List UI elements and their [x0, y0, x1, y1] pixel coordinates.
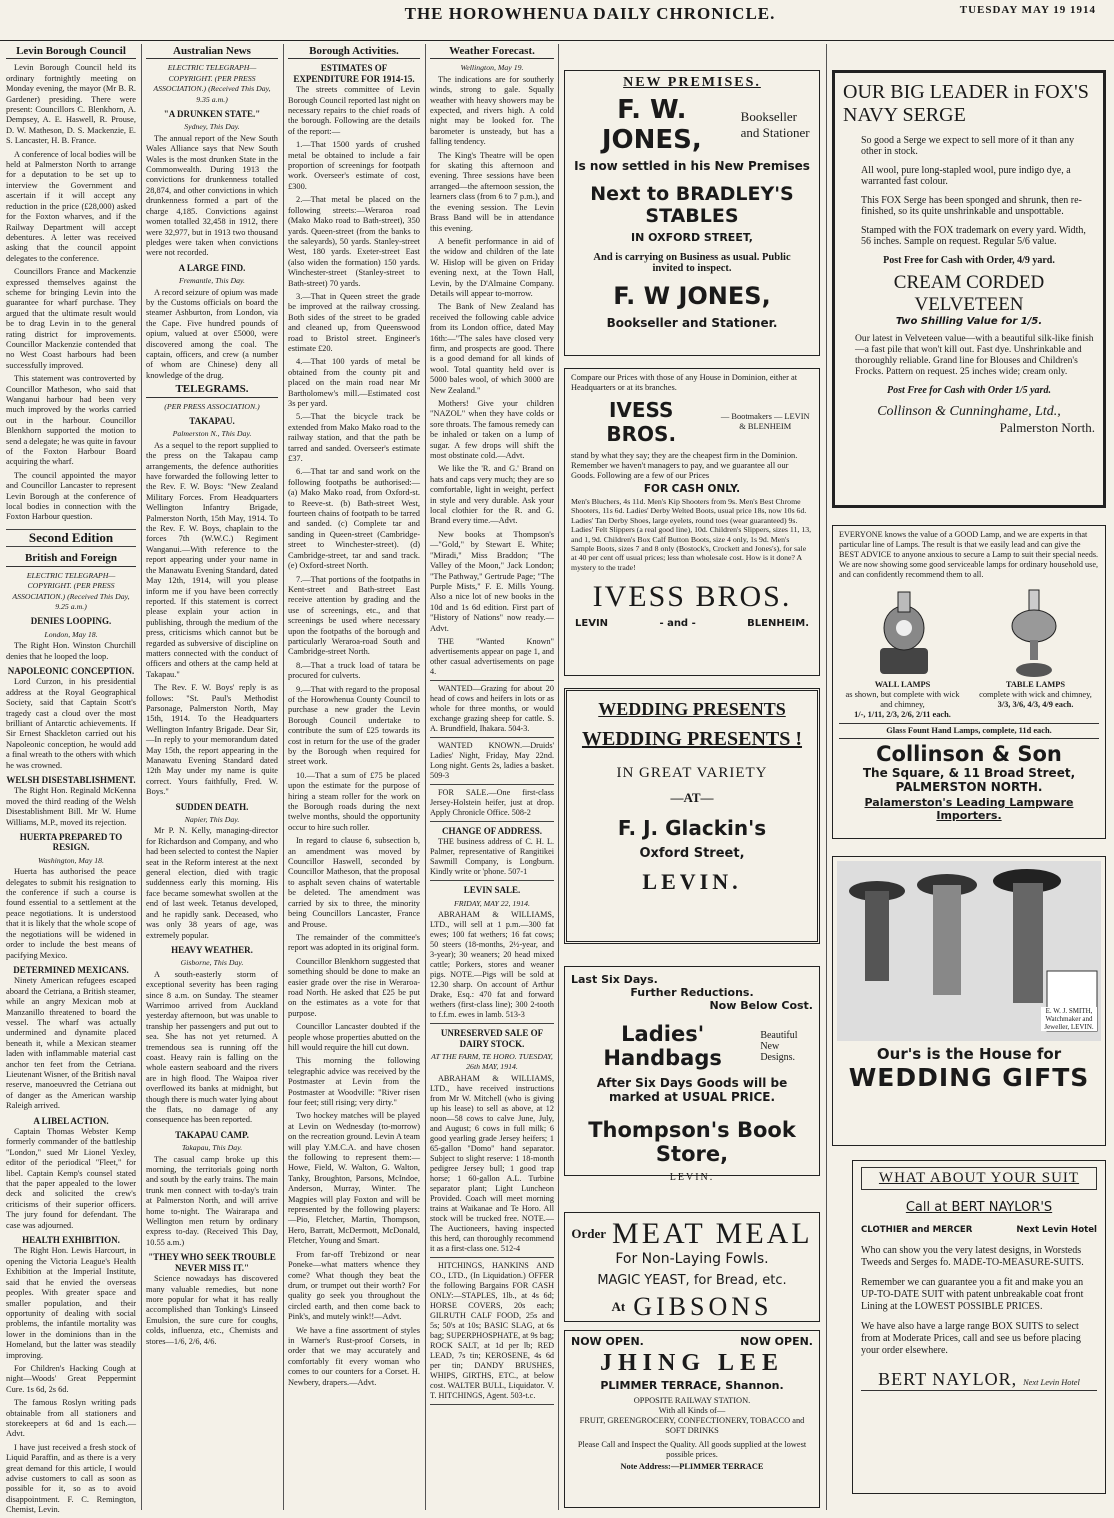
article-paragraph: The annual report of the New South Wales Alliance says that New South Wales is the most drunken State in the Commonwealth. During 1913 the convictions for drunkenness totalled 28,874, and other convictions in which drunkenness formed a part of the charge 4,185. Convictions against women totalled 32,458 in 1912, there were 32,977, but in 1913 two thousand pledges were taken when convictions were not recorded.: [146, 133, 278, 258]
ad-brand: BERT NAYLOR,: [878, 1369, 1018, 1389]
article-paragraph: 4.—That 100 yards of metal be obtained from the county pit and placed on the main road near Mr Bartholomew's mill.—Estimated cost 3s per yard.: [288, 357, 420, 408]
ad-location: Palmerston North.: [999, 420, 1095, 435]
ad-brand: Collinson & Son: [876, 742, 1062, 766]
ad-line: Post Free for Cash with Order, 4/9 yard.: [883, 255, 1055, 266]
ad-collinson-son-lamps: [832, 525, 1106, 839]
ad-collinson-cunninghame: [832, 70, 1106, 508]
dateline: Wellington, May 19.: [460, 63, 524, 73]
ad-line: stand by what they say; they are the cheapest firm in the Dominion. Remember we haven't managers to pay, and we guarantee all our Goods. Following are a few of our Prices: [571, 451, 798, 480]
headline: DETERMINED MEXICANS.: [13, 964, 129, 975]
ad-line: Two Shilling Value for 1/5.: [895, 316, 1043, 327]
ad-brand: F. J. Glackin's: [617, 816, 767, 840]
headline: SUDDEN DEATH.: [175, 801, 249, 812]
ad-line: IN GREAT VARIETY: [616, 765, 768, 781]
ad-line: At: [611, 1299, 626, 1314]
headline: "A DRUNKEN STATE.": [163, 109, 261, 120]
classified-ad: ABRAHAM & WILLIAMS, LTD., will sell at 1 p.m.—300 fat ewes; 100 fat wethers; 16 fat cows; 50 steers (18-months, 2½-year, and 3-year); 30 weaners; 20 head mixed cattle; Porkers, stores and weaner pigs. NOTE.—Pigs will be sold at 12.30 sharp. On account of Arthur Drake, Esq.: 470 fat and forward wethers (first-class line); 300 2-tooth to f.f.m. ewes in lamb. 513-3: [430, 910, 554, 1024]
advertisement-text: Mothers! Give your children "NAZOL" when they have colds or sore throats. The famous remedy can be inhaled or taken on a lump of sugar. A few drops will shift the most obstinate cold.—Advt.: [430, 399, 554, 461]
ad-subtitle: — Bootmakers — LEVIN & BLENHEIM: [720, 412, 810, 431]
advertisement-text: Science nowadays has discovered many valuable remedies, but none more popular for what it has really accomplished than Tonking's Linseed Emulsion, the sure cure for coughs, colds, influenza, etc., Chemists and stores—1/6, 2/6, 4/6.: [146, 1274, 278, 1346]
ad-line: Next Levin Hotel: [1016, 1225, 1097, 1235]
dateline: AT THE FARM, TE HORO. TUESDAY, 26th MAY, 1914.: [431, 1051, 553, 1072]
notice-text: THE "Wanted Known" advertisements appear on page 1, and other casual advertisements on page 4.: [430, 637, 554, 681]
classified-ad: HITCHINGS, HANKINS AND CO., LTD., (In Liquidation.) OFFER the following Bargains FOR CASH ONLY:—STAPLES, 1lb., at 4s 6d; HORSE COVERS, 20s each; GILRUTH CALF FOOD, 25s and 5s; 50's at 10s; BASIC SLAG, at 6s bag; SUPERPHOSPHATE, at 9s bag; ROCK SALT, at 1d per lb; RED LEAD, 7s tin; KEROSENE, 4s 6d per tin; DANDY BRUSHES, WHIPS, GIRTHS, ETC., at below cost. WALTER BULL, Liquidator. V. T. HITCHINGS, Agent. 503-t.c.: [430, 1261, 554, 1405]
ad-heading: WEDDING PRESENTS: [598, 699, 786, 719]
ad-ewj-smith-wedding-gifts: [832, 856, 1106, 1146]
ad-location: PALMERSTON NORTH.: [895, 780, 1043, 794]
article-paragraph: Mr P. N. Kelly, managing-director for Richardson and Company, and who had been selected to contest the Napier seat in the Reform interest at the next general election, died with tragic suddenness early this morning. His face became somewhat swollen at the end of last week. Tetanus developed, and he rapidly sank. Deceased, who was only 38 years of age, was extremely popular.: [146, 826, 278, 940]
article-paragraph: This morning the following telegraphic advice was received by the Postmaster at Levin from the Postmaster at Woodville: "River risen four feet; still rising; very dirty.": [288, 1056, 420, 1107]
article-paragraph: The Right Hon. Winston Churchill denies that he looped the loop.: [6, 641, 136, 661]
ad-heading: WEDDING PRESENTS !: [581, 728, 803, 750]
ad-line: Stamped with the FOX trademark on every yard. Width, 56 inches. Sample on request. Regular 5/6 value.: [861, 225, 1086, 247]
ad-line: For Non-Laying Fowls.: [615, 1251, 769, 1267]
article-paragraph: Ninety American refugees escaped aboard the Cetriana, a British steamer, while an angry Mexican mob at Manzanillo threatened to board the vessel. The wharf was actually undermined and dynamite placed beneath it, while a Mexican steamer laden with inflammable material cast anchor ten feet from the Cetriana. Lieutenant Wisner, of the British naval reserve, manoeuvred the Cetriana out of danger as the American warship Raleigh arrived.: [6, 976, 136, 1111]
article-paragraph: The Right Hon. Reginald McKenna moved the third reading of the Welsh Disestablishment Bill. Mr W. Hume Williams, M.P., moved its rejection.: [6, 786, 136, 827]
article-paragraph: 2.—That metal be placed on the following streets:—Weraroa road (Mako Mako road to Bath-street), 350 yards. Queen-street (from the banks to the saleyards), 50 yards. Stanley-street West, 180 yards. Exeter-street East (also widen the formation) 150 yards. Winchester-street (Stanley-street to Bath-street) 70 yards.: [288, 195, 420, 288]
wire-credit: (PER PRESS ASSOCIATION.): [164, 401, 260, 411]
headline: TAKAPAU CAMP.: [175, 1129, 249, 1140]
dateline: Sydney, This Day.: [184, 122, 240, 132]
article-paragraph: 6.—That tar and sand work on the following footpaths be authorised:—(a) Mako Mako road, from Oxford-st. to Reeve-st. (b) Bath-street West, fourteen chains of footpath to be tarred and sanded. (c) Complete tar and sanding in Queen-street (Cambridge-street to Winchester-street). (d) Cambridge-street, tar and sand track. (e) Oxford-street North.: [288, 467, 420, 571]
headline: A LIBEL ACTION.: [33, 1115, 109, 1126]
ad-thompsons-book-store: [564, 966, 820, 1183]
ad-brand: JHING LEE: [599, 1350, 785, 1376]
wall-lamp-illustration: [874, 588, 934, 680]
ad-line: as shown, but complete with wick and chimney,: [845, 690, 960, 709]
headline: LEVIN SALE.: [463, 885, 521, 896]
ad-location: Next Levin Hotel: [1023, 1378, 1080, 1387]
ad-line: So good a Serge we expect to sell more of it than any other in stock.: [861, 135, 1075, 157]
ad-line: After Six Days Goods will be marked at USUAL PRICE.: [596, 1076, 788, 1104]
ad-line: Further Reductions.: [630, 986, 754, 999]
column-borough-activities: [288, 44, 420, 1510]
article-paragraph: 10.—That a sum of £75 be placed upon the estimate for the purpose of hiring a steam roller for the work on the Borough roads during the next twelve months, should the opportunity occur to hire such roller.: [288, 770, 420, 832]
article-paragraph: A conference of local bodies will be held at Palmerston North to arrange for a deputation to be set up to interview the Government and ascertain if it will accept any reduction in the price (£28,000) asked for the Foxton wharves, and if the Railway Department will accept debentures. A letter was received asking that the council appoint delegates to the conference.: [6, 149, 136, 263]
ad-line: EVERYONE knows the value of a GOOD Lamp, and we are experts in that particular line of Lamps. The result is that we easily lead and can give the BEST ADVICE to anyone anxious to secure a Lamp to suit their special needs. We are now showing some good serviceable lamps for ordinary household use, and can confidently recommend them to all.: [839, 530, 1099, 579]
ad-heading: WHAT ABOUT YOUR SUIT: [861, 1167, 1097, 1190]
article-paragraph: A benefit performance in aid of the widow and children of the late W. Hislop will be given on Friday evening next, at the Town Hall, Levin, by the D'Almaine Company. Details will appear to-morrow.: [430, 236, 554, 298]
ad-line: OPPOSITE RAILWAY STATION.: [633, 1396, 751, 1405]
section-heading: TELEGRAMS.: [146, 384, 278, 397]
article-paragraph: This statement was controverted by Councillor Matheson, who said that Wanganui harbour had been very much improved by the works carried out in the harbour. Councillor Blenkhorn supported the motion to send a delegate; he was quite in favour of the Foxton Harbour Board acquiring the wharf.: [6, 374, 136, 467]
ad-line: We have also have a large range BOX SUITS to select from at Moderate Prices, call and see us before placing your order elsewhere.: [861, 1321, 1081, 1356]
article-paragraph: The Right Hon. Lewis Harcourt, in opening the Victoria League's Health Exhibition at the Imperial Institute, said that he envied the overseas peoples. With greater space and smaller population, and their opportunity of dealing with social problems, the infantile mortality was lower in the dominions than in the Homeland, but the latter was steadily improving.: [6, 1246, 136, 1360]
ad-line: Our's is the House for: [876, 1045, 1062, 1063]
article-paragraph: The streets committee of Levin Borough Council reported last night on necessary repairs to the chief roads of the borough. Following are the details of the report:—: [288, 85, 420, 136]
ad-heading: NEW PREMISES.: [623, 75, 761, 90]
ad-fw-jones: [564, 70, 820, 356]
headline: HEALTH EXHIBITION.: [22, 1235, 120, 1246]
column-divider: [141, 44, 142, 1510]
advertisement-text: I have just received a fresh stock of Liquid Paraffin, and as there is a very great demand for this article, I would advise customers to call as soon as possible for it, so as to avoid disappointment. F. C. Remington, Chemist, Levin.: [6, 1442, 136, 1515]
dateline: Napier, This Day.: [184, 815, 240, 825]
ad-line: Is now settled in his New Premises: [574, 159, 810, 173]
dateline: FRIDAY, MAY 22, 1914.: [454, 898, 530, 908]
ad-line: Palamerston's Leading Lampware Importers.: [864, 796, 1074, 822]
advertisement-text: From far-off Trebizond or near Poneke—what matters whence they come? What though they beat the drum, or trumpet out their worth? For quality go seek you throughout the circled earth, and then come back to Pink's, and mutely wink!!—Advt.: [288, 1249, 420, 1322]
headline: WELSH DISESTABLISHMENT.: [6, 775, 136, 785]
dateline: Gisborne, This Day.: [180, 958, 244, 968]
headline: HUERTA PREPARED TO RESIGN.: [19, 832, 123, 853]
ad-line: Next to BRADLEY'S STABLES: [590, 183, 794, 227]
article-paragraph: A record seizure of opium was made by the Customs officials on board the steamer Ashburton, from London, via the Cape. Five hundred pounds of opium, valued at over £5000, were discovered among the coal. The captain, officers, and crew (a number of whom are Chinese) deny all knowledge of the drug.: [146, 287, 278, 380]
issue-date: TUESDAY MAY 19 1914: [959, 4, 1096, 16]
column-borough-council: [6, 44, 136, 1515]
headline: "THEY WHO SEEK TROUBLE NEVER MISS IT.": [148, 1252, 276, 1273]
ad-location: - and -: [659, 618, 696, 630]
ad-subtitle: Bookseller and Stationer: [740, 109, 810, 140]
ad-line: Post Free for Cash with Order 1/5 yard.: [887, 385, 1051, 396]
ad-line: Now Below Cost.: [709, 999, 813, 1012]
section-heading: Levin Borough Council: [6, 46, 136, 59]
article-paragraph: Captain Thomas Webster Kemp formerly commander of the battleship "London," sued Mr Lionel Yexley, editor of the periodical "Fleet," for libel. Captain Kemp's counsel stated that the paper appealed to the lower deck and solicited the crew's criticisms of their superior officers. The jury found for defendant. The case was adjourned.: [6, 1127, 136, 1230]
ad-line: NOW OPEN.: [571, 1335, 644, 1348]
article-paragraph: 5.—That the bicycle track be extended from Mako Mako road to the railway station, and that the path be tarred and sanded. Overseer's estimate £37.: [288, 412, 420, 464]
column-divider: [558, 44, 559, 1510]
dateline: London, May 18.: [44, 629, 98, 639]
ad-line: Note Address:—PLIMMER TERRACE: [620, 1462, 764, 1471]
ad-line: Glass Fount Hand Lamps, complete, 11d each.: [839, 723, 1099, 739]
section-heading: Australian News: [146, 46, 278, 59]
ad-gibsons-meat-meal: [564, 1212, 820, 1322]
article-paragraph: 7.—That portions of the footpaths in Kent-street and Bath-street East receive attention by grading and the use of screenings, etc., and that screenings be used where necessary upon the footpaths of the borough and particularly Weraroa-road South and Cambridge-street North.: [288, 574, 420, 657]
article-paragraph: Councillors France and Mackenzie expressed themselves against the scheme for bringing Levin into the guarantee for wharf purchase. They argued that the ultimate result would be to drag Levin in to the general rating district for improvements. Councillor Mackenzie contended that no West Coast harbours had been successfully improved.: [6, 267, 136, 370]
classified-ad: WANTED—Grazing for about 20 head of cows and heifers in lots or as whole for three months, or would exchange grazing sheep for cattle. S. A. Brundfield, Ihakara. 504-3.: [430, 684, 554, 738]
dateline: Washington, May 18.: [38, 855, 104, 865]
classified-ad: WANTED KNOWN.—Druids' Ladies' Night, Friday, May 22nd. Long night. Gents 2s, ladies a basket. 509-3: [430, 741, 554, 785]
ad-line: With all Kinds of—: [658, 1406, 726, 1415]
ad-line: PLIMMER TERRACE, Shannon.: [600, 1379, 784, 1392]
article-paragraph: The Bank of New Zealand has received the following cable advice from its London office, dated May 16th:—"The sales have closed very firm, and prospects are good. There is a good demand for all kinds of wool. Total quantity held over is 5000 bales wool, of which 3000 are New Zealand.": [430, 302, 554, 395]
ad-location: LEVIN.: [642, 869, 742, 894]
article-paragraph: The casual camp broke up this morning, the territorials going north and south by the early trains. The main trunk men connect with to-day's train at Palmerston North, and will arrive home to-night. The Wairarapa and Wellington men return by ordinary express to-day. (Received This Day, 10.55 a.m.): [146, 1154, 278, 1247]
ad-line: CLOTHIER and MERCER: [861, 1225, 973, 1235]
ad-line: FRUIT, GREENGROCERY, CONFECTIONERY, TOBACCO and SOFT DRINKS: [579, 1416, 805, 1435]
advertisement-text: For Children's Hacking Cough at night—Woods' Great Peppermint Cure. 1s 6d, 2s 6d.: [6, 1363, 136, 1394]
ad-line: Bookseller and Stationer.: [606, 316, 778, 330]
section-heading: Borough Activities.: [288, 46, 420, 59]
dateline: Palmerston N., This Day.: [172, 429, 252, 439]
classified-ad: FOR SALE.—One first-class Jersey-Holstein heifer, just at drop. Apply Chronicle Office. 508-2: [430, 788, 554, 822]
article-paragraph: 1.—That 1500 yards of crushed metal be obtained to include a fair proportion of screenings for footpath work. Overseer's estimate of cost, £300.: [288, 140, 420, 191]
column-divider: [826, 44, 827, 1510]
newspaper-title: THE HOROWHENUA DAILY CHRONICLE.: [404, 4, 776, 23]
ad-line: E. W. J. SMITH, Watchmaker and Jeweller, LEVIN.: [1041, 1007, 1097, 1031]
headline: ESTIMATES OF EXPENDITURE FOR 1914-15.: [293, 63, 415, 84]
ad-line: And is carrying on Business as usual. Public invited to inspect.: [593, 252, 791, 274]
table-lamp-illustration: [1004, 588, 1064, 680]
ad-line: 3/3, 3/6, 4/3, 4/9 each.: [997, 700, 1074, 709]
headline: CHANGE OF ADDRESS.: [442, 825, 542, 836]
dateline: Fremantle, This Day.: [179, 276, 245, 286]
column-australian-news: [146, 44, 278, 1510]
ad-jhing-lee: [564, 1330, 820, 1508]
article-paragraph: The indications are for southerly winds, strong to gale. Squally weather with heavy showers may be expected, and rivers high. A cold night may be looked for. The barometer is unsteady, but has a falling tendency.: [430, 74, 554, 147]
ad-brand: F. W JONES,: [613, 282, 771, 310]
ad-line: —AT—: [670, 790, 714, 805]
ad-location: BLENHEIM.: [747, 618, 809, 630]
ad-location: LEVIN: [575, 618, 609, 630]
ad-line: 1/-, 1/11, 2/3, 2/6, 2/11 each.: [854, 710, 951, 719]
ad-brand: Collinson & Cunninghame, Ltd.,: [877, 404, 1061, 419]
second-edition-banner: Second Edition: [6, 529, 136, 547]
ad-line: IN OXFORD STREET,: [631, 231, 753, 244]
column-weather-and-classifieds: [430, 44, 554, 1510]
ad-line: Last Six Days.: [571, 973, 658, 986]
classified-ad: ABRAHAM & WILLIAMS, LTD., have received instructions from Mr W. Mitchell (who is giving up his lease) to sell as above, at 12 noon—58 cows to calve June, July, and August; 6 cows in full milk; 6 good yearling grade Jersey heifers; 1 65-gallon "Domo" hand separator. Subject to slight reserve: 1 18-month pedigree Jersey bull; 1 good trap horse; 1 60-gallon A.L. Turbine separator plant; Light Luncheon Provided. Coach will meet morning trains at Waikanae and Te Horo. All stock will be trucked free. NOTE.—The Auctioneers, having inspected this herd, can thoroughly recommend it as a first-class one. 512-4: [430, 1074, 554, 1258]
dateline: Takapau, This Day.: [181, 1143, 243, 1153]
article-paragraph: A south-easterly storm of exceptional severity has been raging since 8 a.m. on Sunday. The steamer Warrimoo arrived from Auckland yesterday afternoon, but was unable to tranship her passengers and put out to sea. She has not yet returned. A tremendous sea is running off the coast. Heavy rain is falling on the whole eastern seaboard and the rivers are in high flood. The Waipoa river overflowed its banks at midnight, but though there is much water lying about the flats, no damage of any consequence has been reported.: [146, 969, 278, 1125]
article-paragraph: Lord Curzon, in his presidential address at the Royal Geographical Society, said that Captain Scott's tragedy cast a cloud over the most brilliant of Antarctic achievements. If Sir Ernest Shackleton carried out his Napoleonic conception, he would add a final wreath to the others with which he was crowned.: [6, 677, 136, 770]
section-heading: Weather Forecast.: [430, 46, 554, 59]
article-paragraph: 3.—That in Queen street the grade be improved at the railway crossing. Both sides of the street to be graded and cleaned up, from Queenswood road to Bristol street. Engineer's estimate £20.: [288, 291, 420, 353]
ad-line: TABLE LAMPS: [1005, 680, 1066, 689]
ad-heading: Call at BERT NAYLOR'S: [905, 1200, 1053, 1215]
ad-brand: GIBSONS: [633, 1292, 773, 1321]
ad-line: MAGIC YEAST, for Bread, etc.: [597, 1273, 787, 1288]
ad-line: Who can show you the very latest designs, in Worsteds Tweeds and Serges fo. MADE-TO-MEASURE-SUITS.: [861, 1245, 1084, 1268]
ad-line: Please Call and Inspect the Quality. All goods supplied at the lowest possible prices.: [577, 1440, 807, 1459]
wire-credit: ELECTRIC TELEGRAPH—COPYRIGHT. (PER PRESS ASSOCIATION.) (Received This Day, 9.25 a.m.): [12, 570, 130, 611]
column-divider: [425, 44, 426, 1510]
advertisement-text: We have a fine assortment of styles in Warner's Rust-proof Corsets, in order that we may accurately and comfortably fit every woman who comes to our counters for a Corset. H. Newbery, drapers.—Advt.: [288, 1325, 420, 1387]
ad-brand: Ladies' Handbags: [603, 1022, 722, 1070]
ad-line: NOW OPEN.: [740, 1335, 813, 1348]
headline: TAKAPAU.: [189, 416, 235, 426]
headline: A LARGE FIND.: [178, 262, 246, 273]
article-paragraph: In regard to clause 6, subsection b, an amendment was moved by Councillor Haswell, seconded by Councillor Matheson, that the proposal to asphalt seven chains of watertable be deleted. The amendment was carried by six to three, the minority being Councillors Lancaster, France and Prouse.: [288, 836, 420, 929]
masthead: [0, 0, 1114, 41]
article-paragraph: 8.—That a truck load of tatara be procured for culverts.: [288, 660, 420, 681]
article-paragraph: The King's Theatre will be open for skating this afternoon and evening. Three sessions have been arranged—the afternoon session, the learners class (from 6 to 7 p.m.), and the evening session. The Levin Brass Band will be in attendance this evening.: [430, 150, 554, 233]
article-paragraph: Levin Borough Council held its ordinary fortnightly meeting on Monday evening, the mayor (Mr B. R. Gardener) presiding. There were present: Councillors C. Blenkhorn, A. Dempsey, A. E. Haswell, R. Prouse, D. W. Matheson, D. S. Mackenzie, E. S. Lancaster, H. B. France.: [6, 63, 136, 146]
ad-brand: IVESS BROS.: [592, 580, 792, 614]
ad-ivess-bros: [564, 368, 820, 676]
article-paragraph: Huerta has authorised the peace delegates to submit his resignation to the conference if such a course is found essential to a settlement at the peace negotiations. It is understood that it is likely that the whole scope of the negotiations will be widened in order to include the best means of pacifying Mexico.: [6, 867, 136, 960]
ad-line: Compare our Prices with those of any House in Dominion, either at Headquarters or at its branches.: [571, 373, 798, 392]
ad-line: Oxford Street,: [639, 846, 745, 861]
ad-line: FOR CASH ONLY.: [643, 483, 741, 495]
headline: HEAVY WEATHER.: [171, 944, 253, 955]
ad-line: This FOX Serge has been sponged and shrunk, then re-finished, so its quite unshrinkable and unspottable.: [861, 195, 1082, 217]
advertisement-text: New books at Thompson's—"Gold," by Stewart E. White; "Miradi," Miss Braddon; "The Valley of the Moon," Jack London; "The Pathway," Gertrude Page; "The Purple Mists," F. E. Mills Young. Also a nice lot of new books in the 10d and 1s 6d edition. First part of "History of Nations" now ready.—Advt.: [430, 529, 554, 633]
article-paragraph: As a sequel to the report supplied to the press on the Takapau camp arrangements, the defence authorities have forwarded the following letter to the Rev. F. W. Boys: "New Zealand Military Forces. From Headquarters Wellington Infantry Brigade, Palmerston North, 15th May, 1914. To the Rev. F. W. Boys, chaplain to the forces 7th (W.W.C.) Regiment Wanganui.—With reference to the report appearing under your name in the Manawatu Evening Standard, dated May 12th, 1914, will you please inform me if you have been correctly reported. If this statement is correct please explain your action in publishing, through the medium of the press, criticisms which cannot but be regarded as subversive of discipline on matters connected with the conduct of officers and others at the camp held at Takapau.": [146, 440, 278, 679]
advertisement-text: We like the 'R. and G.' Brand on hats and caps very much; they are so comfortable, light in weight, perfect in style and very durable. Ask your local clothier for the R. and G. Brand every time.—Advt.: [430, 464, 554, 526]
ad-brand: MEAT MEAL: [612, 1217, 813, 1250]
ad-brand: Thompson's Book Store,: [588, 1118, 796, 1166]
advertisement-text: The famous Roslyn writing pads obtainable from all stationers and storekeepers at 6d and 1s each.—Advt.: [6, 1398, 136, 1439]
ad-heading: OUR BIG LEADER in FOX'S NAVY SERGE: [843, 81, 1089, 126]
classified-ad: THE business address of C. H. L. Palmer, representative of Rangitikei Sawmill Company, is Longburn. Kindly write or 'phone. 507-1: [430, 837, 554, 881]
ad-brand: IVESS BROS.: [606, 398, 677, 446]
column-divider: [283, 44, 284, 1510]
ad-bert-naylor: [852, 1160, 1106, 1494]
ad-heading: CREAM CORDED VELVETEEN: [893, 272, 1045, 315]
wire-credit: ELECTRIC TELEGRAPH—COPYRIGHT. (PER PRESS ASSOCIATION.) (Received This Day, 9.35 a.m.): [153, 63, 271, 104]
article-paragraph: 9.—That with regard to the proposal of the Horowhenua County Council to purchase a new grader the Levin Borough Council undertake to contribute the sum of £25 towards its cost in return for the use of the grader by the Borough when required for street work.: [288, 684, 420, 767]
ad-line: WALL LAMPS: [874, 680, 931, 689]
ad-line: Order: [571, 1226, 607, 1241]
ad-brand: WEDDING GIFTS: [848, 1063, 1090, 1092]
ad-price-list: Men's Bluchers, 4s 11d. Men's Kip Shooters from 9s. Men's Best Chrome Shooters, 11s 6d. Ladies' Derby Welted Boots, usual price 18s, now 10s 6d. Ladies' Tan Derby Shoes, large eyelets, round toes (wear guaranteed) 9s. Ladies' Felt Slippers (a real good line), 10d. Children's Slippers, sizes 11, 13, and 1, 9d. Children's Box Calf Button Boots, size 4 only, 1s 9d. Men's Sample Boots, sizes 7 and 8 only (Bostock's, Crockett and Jones's), for sale at 40 per cent off usual prices; less than wholesale cost. How is it done? A mystery to the trade!: [571, 497, 812, 572]
article-paragraph: Councillor Blenkhorn suggested that something should be done to make an easier grade over the rise in Weraroa-road North. He asked that £25 be put on the estimates as a vote for that purpose.: [288, 956, 420, 1018]
ad-glackin-wedding-presents: [564, 688, 820, 944]
ad-location: LEVIN.: [669, 1172, 715, 1183]
article-paragraph: The Rev. F. W. Boys' reply is as follows: "St. Paul's Methodist Parsonage, Palmerston North, May 15th, 1914. To the Headquarters Wellington Infantry Brigade. Dear Sir,—In reply to your memorandum dated May 15th, the report appearing in the Manawatu Evening Standard dated 12th May under my name is quite correct. Yours faithfully, Fred. W. Boys.": [146, 683, 278, 797]
headline: DENIES LOOPING.: [30, 616, 112, 627]
section-heading: British and Foreign: [6, 553, 136, 566]
ad-line: The Square, & 11 Broad Street,: [862, 766, 1076, 780]
ad-line: Our latest in Velveteen value—with a beautiful silk-like finish—a fast pile that won't kill out. Fast dye. Unshrinkable and thoroughly reliable. Grand line for Blouses and Children's Frocks. Pattern on request. 25 inches wide; cream only.: [855, 333, 1094, 377]
ad-brand: F. W. JONES,: [601, 95, 702, 155]
article-paragraph: Councillor Lancaster doubted if the people whose properties abutted on the hill would require the hill cut down.: [288, 1022, 420, 1052]
article-paragraph: Two hockey matches will be played at Levin on Wednesday (to-morrow) on the recreation ground. Levin A team will play Y.M.C.A. and have chosen the following to represent them:—Howe, Field, W. Walton, G. Walton, Tanky, Broughton, Parsons, McIndoe, Anderson, Murray, Winter. The Magpies will play Foxton and will be represented by the following players:—Pio, Fletcher, Martin, Thompson, Hero, Barratt, McDermott, McDonald, Fletcher, Young and Smart.: [288, 1111, 420, 1246]
ad-line: Remember we can guarantee you a fit and make you an UP-TO-DATE SUIT with patent unbreakable coat front Lining at the LOWEST POSSIBLE PRICES.: [861, 1277, 1084, 1312]
ad-line: All wool, pure long-stapled wool, pure indigo dye, a warranted fast colour.: [861, 165, 1071, 187]
ad-subtitle: Beautiful New Designs.: [760, 1029, 798, 1063]
ad-line: complete with wick and chimney,: [979, 690, 1092, 699]
article-paragraph: The remainder of the committee's report was adopted in its original form.: [288, 932, 420, 953]
headline: NAPOLEONIC CONCEPTION.: [7, 665, 135, 676]
article-paragraph: The council appointed the mayor and Councillor Lancaster to represent Levin Borough at the conference of local bodies in connection with the Foxton Harbour question.: [6, 470, 136, 522]
headline: UNRESERVED SALE OF DAIRY STOCK.: [440, 1028, 544, 1049]
